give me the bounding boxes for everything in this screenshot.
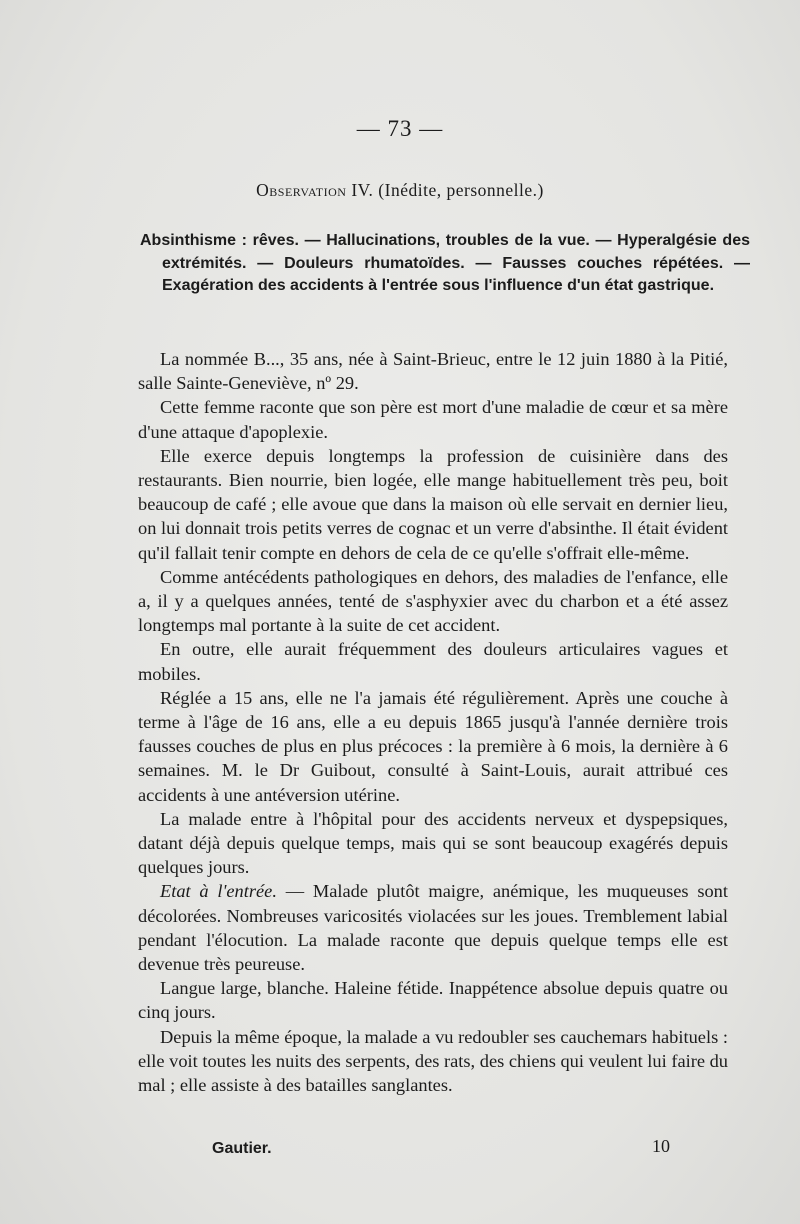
paragraph: Depuis la même époque, la malade a vu redoubler ses cauchemars habituels : elle voit toutes les nuits des serpents, des rats, des chiens qui veulent lui faire du mal ; elle assiste à des batailles sanglantes. bbox=[138, 1026, 728, 1096]
paragraph: Elle exerce depuis longtemps la profession de cuisinière dans des restaurants. Bien nourrie, bien logée, elle mange habituellement très peu, boit beaucoup de café ; elle avoue que dans la maison où elle servait en dernier lieu, on lui donnait trois petits verres de cognac et un verre d'absinthe. Il était évident qu'il fallait tenir compte en dehors de cela de ce qu'elle s'offrait elle-même. bbox=[138, 445, 728, 563]
footer-signature: 10 bbox=[652, 1136, 670, 1156]
paragraph: Langue large, blanche. Haleine fétide. Inappétence absolue depuis quatre ou cinq jours. bbox=[138, 978, 728, 1023]
etat-text: — Malade plutôt maigre, anémique, les muqueuses sont décolorées. Nombreuses varicosités violacées sur les joues. Tremblement labial pendant l'élocution. La malade raconte que depuis quelque temps elle est devenue très peureuse. bbox=[138, 881, 728, 975]
paragraph-etat bbox=[138, 879, 728, 976]
observation-number: IV. (Inédite, personnelle.) bbox=[351, 180, 544, 200]
paragraph: Comme antécédents pathologiques en dehors, des maladies de l'enfance, elle a, il y a quelques années, tenté de s'asphyxier avec du charbon et a été assez longtemps mal portante à la suite de cet accident. bbox=[138, 566, 728, 636]
observation-heading bbox=[0, 180, 800, 201]
paragraph: En outre, elle aurait fréquemment des douleurs articulaires vagues et mobiles. bbox=[138, 639, 728, 684]
paragraph: Réglée a 15 ans, elle ne l'a jamais été régulièrement. Après une couche à terme à l'âge de 16 ans, elle a eu depuis 1865 jusqu'à l'année dernière trois fausses couches de plus en plus précoces : la première à 6 mois, la dernière à 6 semaines. M. le Dr Guibout, consulté à Saint-Louis, aurait attribué ces accidents à une antéversion utérine. bbox=[138, 687, 728, 805]
etat-label: Etat à l'entrée. bbox=[160, 881, 277, 902]
paragraph: La nommée B..., 35 ans, née à Saint-Brieuc, entre le 12 juin 1880 à la Pitié, salle Sainte-Geneviève, nº 29. bbox=[138, 349, 728, 394]
case-summary: Absinthisme : rêves. — Hallucinations, troubles de la vue. — Hyperalgésie des extrémités. — Douleurs rhumatoïdes. — Fausses couches répétées. — Exagération des accidents à l'entrée sous l'influence d'un état gastrique. bbox=[140, 232, 750, 294]
page-number: — 73 — bbox=[356, 116, 444, 141]
observation-label: Observation bbox=[256, 180, 347, 200]
paragraph: La malade entre à l'hôpital pour des accidents nerveux et dyspepsiques, datant déjà depuis quelque temps, mais qui se sont beaucoup exagérés depuis quelques jours. bbox=[138, 808, 728, 878]
paragraph: Cette femme raconte que son père est mort d'une maladie de cœur et sa mère d'une attaque d'apoplexie. bbox=[138, 397, 728, 442]
body-text bbox=[138, 347, 728, 1097]
footer-author: Gautier. bbox=[212, 1140, 272, 1157]
